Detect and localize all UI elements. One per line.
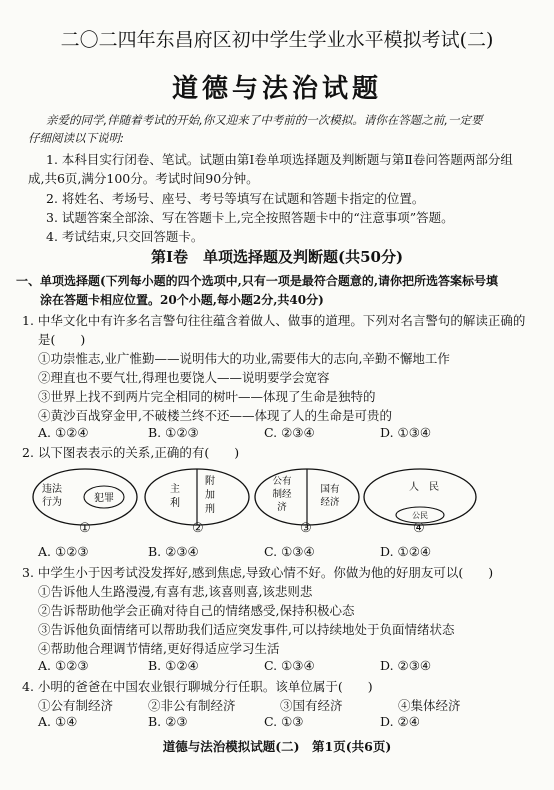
instruction-3: 3. 试题答案全部涂、写在答题卡上,完全按照答题卡中的“注意事项”答题。 [46,210,454,225]
q3-option-d: D. ②③④ [380,658,432,673]
q1-option-c: C. ②③④ [264,425,315,440]
q1-statement-1: ①功崇惟志,业广惟勤——说明伟大的功业,需要伟大的志向,辛勤不懈地工作 [38,351,450,366]
q2-stem: 2. 以下图表表示的关系,正确的有( ) [22,445,240,460]
svg-text:济: 济 [277,502,287,513]
section-title: 第Ⅰ卷 单项选择题及判断题(共50分) [150,248,404,266]
q2-diagram-1-number: ① [79,521,91,536]
d3-right-label: 国有 [320,484,340,495]
d4-inner-label: 公民 [412,511,428,520]
q3-option-b: B. ①②④ [148,658,199,673]
svg-text:利: 利 [170,498,180,509]
q2-diagram-3-number: ③ [300,521,312,536]
d4-outer-label: 人 民 [409,482,439,493]
q2-option-b: B. ②③④ [148,544,199,559]
d3-left-label: 公有 [272,476,292,487]
q2-diagram-2-number: ② [192,521,204,536]
instruction-2: 2. 将姓名、考场号、座号、考号等填写在试题和答题卡指定的位置。 [46,191,425,206]
q3-statement-1: ①告诉他人生路漫漫,有喜有悲,该喜则喜,该悲则悲 [38,584,313,599]
q1-statement-2: ②理直也不要气壮,得理也要饶人——说明要学会宽容 [38,370,330,385]
q2-option-a: A. ①②③ [38,544,89,559]
d2-right-label: 附 [205,476,215,487]
q4-statement-1: ①公有制经济 [38,698,114,713]
q3-option-c: C. ①③④ [264,658,315,673]
q1-option-a: A. ①②④ [38,425,89,440]
d1-outer-label: 违法行为 [42,484,62,508]
d1-inner-label: 犯罪 [94,493,114,504]
svg-text:制经: 制经 [272,489,292,500]
q4-option-a: A. ①④ [38,714,78,729]
q2-option-c: C. ①③④ [264,544,315,559]
q3-statement-4: ④帮助他合理调节情绪,更好得适应学习生活 [38,641,280,656]
instruction-4: 4. 考试结束,只交回答题卡。 [46,229,204,244]
q1-stem: 1. 中华文化中有许多名言警句往往蕴含着做人、做事的道理。下列对名言警句的解读正确的 [22,313,526,328]
svg-text:经济: 经济 [320,497,340,508]
q3-option-a: A. ①②③ [38,658,89,673]
q3-statement-2: ②告诉帮助他学会正确对待自己的情绪感受,保持积极心态 [38,603,355,618]
svg-text:加: 加 [205,490,215,501]
q1-option-b: B. ①②③ [148,425,199,440]
part-one-heading: 一、单项选择题(下列每小题的四个选项中,只有一项是最符合题意的,请你把所选答案标号填 [16,274,499,288]
q4-statement-3: ③国有经济 [280,698,343,713]
subject-title: 道德与法治试题 [171,74,382,104]
instruction-1b: 成,共6页,满分100分。考试时间90分钟。 [28,171,259,186]
instruction-1: 1. 本科目实行闭卷、笔试。试题由第Ⅰ卷单项选择题及判断题与第Ⅱ卷问答题两部分组 [46,152,513,167]
q2-option-d: D. ①②④ [380,544,432,559]
q4-option-d: D. ②④ [380,714,420,729]
q2-diagram-4-number: ④ [413,521,425,536]
d2-left-label: 主 [170,484,180,495]
q4-option-b: B. ②③ [148,714,188,729]
q3-stem: 3. 中学生小于因考试没发挥好,感到焦虑,导致心情不好。你做为他的好朋友可以( ) [22,565,494,580]
q1-stem-2: 是( ) [38,332,86,347]
q4-option-c: C. ①③ [264,714,304,729]
q1-statement-3: ③世界上找不到两片完全相同的树叶——体现了生命是独特的 [38,389,376,404]
part-one-heading-2: 涂在答题卡相应位置。20个小题,每小题2分,共40分) [40,293,324,307]
greeting-line-2: 仔细阅读以下说明: [28,131,124,145]
greeting-line-1: 亲爱的同学,伴随着考试的开始,你又迎来了中考前的一次模拟。请你在答题之前,一定要 [46,113,483,127]
q4-statement-4: ④集体经济 [398,698,461,713]
q1-option-d: D. ①③④ [380,425,432,440]
q4-statement-2: ②非公有制经济 [148,698,236,713]
q1-statement-4: ④黄沙百战穿金甲,不破楼兰终不还——体现了人的生命是可贵的 [38,408,392,423]
q4-stem: 4. 小明的爸爸在中国农业银行聊城分行任职。该单位属于( ) [22,679,373,694]
q3-statement-3: ③告诉他负面情绪可以帮助我们适应突发事件,可以持续地处于负面情绪状态 [38,622,455,637]
exam-title: 二〇二四年东昌府区初中学生学业水平模拟考试(二) [60,29,494,51]
page-footer: 道德与法治模拟试题(二) 第1页(共6页) [162,739,392,754]
svg-text:刑: 刑 [205,504,215,515]
